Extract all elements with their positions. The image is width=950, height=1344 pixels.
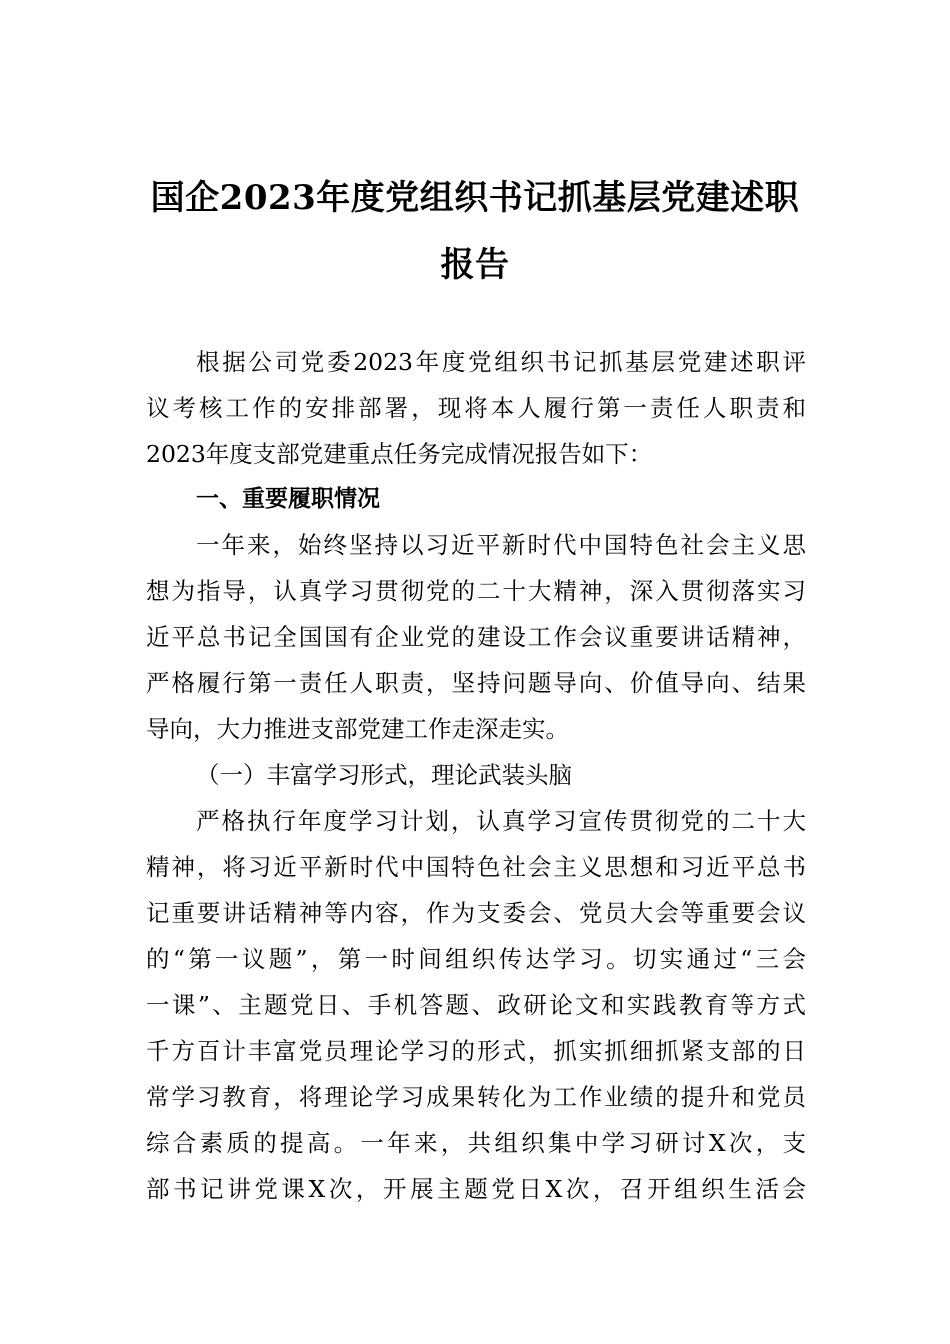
document-title-line2: 报告 — [440, 245, 510, 285]
subsection-heading: （一）丰富学习形式，理论武装头脑 — [196, 761, 572, 789]
paragraph-line: 综合素质的提高。一年来，共组织集中学习研讨X次，支 — [146, 1129, 806, 1157]
paragraph-line: 精神，将习近平新时代中国特色社会主义思想和习近平总书 — [146, 853, 806, 881]
paragraph-line: 的“第一议题”，第一时间组织传达学习。切实通过“三会 — [146, 945, 806, 973]
paragraph-line: 导向，大力推进支部党建工作走深走实。 — [146, 715, 569, 743]
paragraph-line: 根据公司党委2023年度党组织书记抓基层党建述职评 — [196, 348, 806, 376]
paragraph-line: 记重要讲话精神等内容，作为支委会、党员大会等重要会议 — [146, 899, 806, 927]
paragraph-line: 近平总书记全国国有企业党的建设工作会议重要讲话精神， — [146, 623, 806, 651]
paragraph-line: 一年来，始终坚持以习近平新时代中国特色社会主义思 — [196, 531, 806, 559]
paragraph-line: 常学习教育，将理论学习成果转化为工作业绩的提升和党员 — [146, 1083, 806, 1111]
paragraph-line: 议考核工作的安排部署，现将本人履行第一责任人职责和 — [146, 394, 806, 422]
paragraph-line: 千方百计丰富党员理论学习的形式，抓实抓细抓紧支部的日 — [146, 1037, 806, 1065]
paragraph-line: 2023年度支部党建重点任务完成情况报告如下： — [146, 440, 653, 468]
document-title-line1: 国企2023年度党组织书记抓基层党建述职 — [150, 178, 800, 218]
paragraph-line: 一课”、主题党日、手机答题、政研论文和实践教育等方式 — [146, 991, 806, 1019]
paragraph-line: 部书记讲党课X次，开展主题党日X次，召开组织生活会 — [146, 1175, 806, 1203]
section-heading: 一、重要履职情况 — [196, 486, 380, 512]
paragraph-line: 严格履行第一责任人职责，坚持问题导向、价值导向、结果 — [146, 669, 806, 697]
paragraph-line: 严格执行年度学习计划，认真学习宣传贯彻党的二十大 — [196, 807, 806, 835]
paragraph-line: 想为指导，认真学习贯彻党的二十大精神，深入贯彻落实习 — [146, 577, 806, 605]
